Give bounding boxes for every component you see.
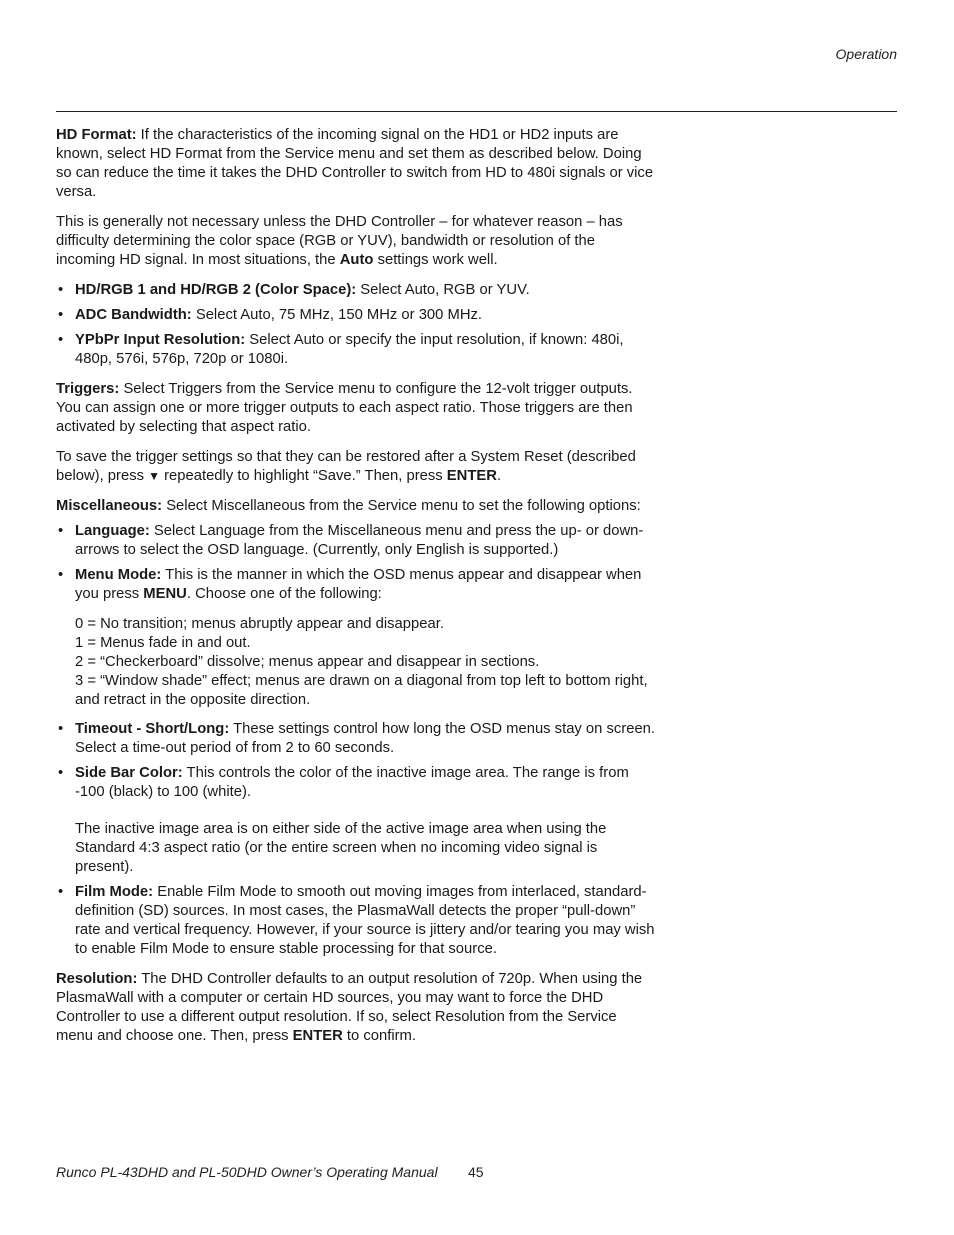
triggers-save-text: To save the trigger settings so that they can be restored after a System Reset (described below), press: [56, 449, 636, 484]
menu-mode-text: This is the manner in which the OSD menus appear and disappear when you press: [75, 567, 642, 602]
resolution-paragraph: [56, 970, 656, 1046]
resolution-text-end: to confirm.: [342, 1028, 416, 1044]
triggers-label: Triggers:: [56, 381, 120, 397]
menu-mode-option: 3 = “Window shade” effect; menus are drawn on a diagonal from top left to bottom right, and retract in the opposite direction.: [75, 673, 648, 708]
enter-keyword: ENTER: [446, 468, 497, 484]
misc-text: Select Miscellaneous from the Service menu to set the following options:: [162, 498, 641, 514]
header-section-title: Operation: [835, 46, 897, 62]
menu-mode-option: 1 = Menus fade in and out.: [75, 635, 251, 651]
triggers-paragraph: [56, 380, 656, 437]
page-content: [56, 126, 656, 1057]
film-mode-text: Enable Film Mode to smooth out moving images from interlaced, standard-definition (SD) sources. In most cases, the PlasmaWall detects the proper “pull-down” rate and vertical frequency. However, if your source is jittery and/or tearing you may wish to enable Film Mode to ensure stable processing for that source.: [75, 884, 655, 957]
side-bar-color-text: This controls the color of the inactive image area. The range is from -100 (black) to 100 (white).: [75, 765, 629, 800]
resolution-text: The DHD Controller defaults to an output resolution of 720p. When using the PlasmaWall with a computer or certain HD sources, you may want to force the DHD Controller to use a different output resolution. If so, select Resolution from the Service menu and choose one. Then, press: [56, 971, 643, 1044]
menu-mode-option: 2 = “Checkerboard” dissolve; menus appear and disappear in sections.: [75, 654, 540, 670]
down-arrow-icon: ▼: [148, 469, 160, 483]
triggers-text: Select Triggers from the Service menu to configure the 12-volt trigger outputs. You can assign one or more trigger outputs to each aspect ratio. Those triggers are then activated by selecting that aspect ratio.: [56, 381, 633, 435]
hd-format-note-end: settings work well.: [373, 252, 498, 268]
list-item-language: [56, 522, 656, 560]
hd-format-list: [56, 281, 656, 369]
misc-paragraph: [56, 497, 656, 516]
footer-manual-title: Runco PL-43DHD and PL-50DHD Owner’s Operating Manual: [56, 1164, 438, 1180]
menu-mode-label: Menu Mode:: [75, 567, 162, 583]
auto-keyword: Auto: [339, 252, 374, 268]
hd-format-note-text: This is generally not necessary unless the DHD Controller – for whatever reason – has difficulty determining the color space (RGB or YUV), bandwidth or resolution of the incoming HD signal. In most situations, the: [56, 214, 623, 268]
list-item-color-space: [56, 281, 656, 300]
enter-keyword-resolution: ENTER: [292, 1028, 343, 1044]
menu-keyword: MENU: [143, 586, 187, 602]
list-item-ypbpr-resolution: [56, 331, 656, 369]
misc-list: [56, 522, 656, 604]
triggers-save-text-2: repeatedly to highlight “Save.” Then, press: [160, 468, 447, 484]
list-item-adc-bandwidth: [56, 306, 656, 325]
ypbpr-resolution-label: YPbPr Input Resolution:: [75, 332, 246, 348]
hd-format-note: [56, 213, 656, 270]
language-text: Select Language from the Miscellaneous menu and press the up- or down-arrows to select the OSD language. (Currently, only English is supported.): [75, 523, 644, 558]
triggers-save-paragraph: [56, 448, 656, 486]
list-item-timeout: [56, 720, 656, 758]
timeout-label: Timeout - Short/Long:: [75, 721, 230, 737]
side-bar-color-label: Side Bar Color:: [75, 765, 183, 781]
list-item-side-bar-color: [56, 764, 656, 877]
menu-mode-options: [56, 615, 656, 710]
resolution-label: Resolution:: [56, 971, 138, 987]
misc-label: Miscellaneous:: [56, 498, 163, 514]
film-mode-label: Film Mode:: [75, 884, 154, 900]
header-rule: [56, 111, 897, 112]
color-space-text: Select Auto, RGB or YUV.: [356, 282, 530, 298]
side-bar-color-note: The inactive image area is on either side of the active image area when using the Standard 4:3 aspect ratio (or the entire screen when no incoming video signal is present).: [75, 821, 607, 875]
color-space-label: HD/RGB 1 and HD/RGB 2 (Color Space):: [75, 282, 357, 298]
ypbpr-resolution-text: Select Auto or specify the input resolution, if known: 480i, 480p, 576i, 576p, 720p or 1080i.: [75, 332, 624, 367]
language-label: Language:: [75, 523, 150, 539]
adc-bandwidth-label: ADC Bandwidth:: [75, 307, 192, 323]
list-item-film-mode: [56, 883, 656, 959]
menu-mode-option: 0 = No transition; menus abruptly appear and disappear.: [75, 616, 444, 632]
list-item-menu-mode: [56, 566, 656, 604]
adc-bandwidth-text: Select Auto, 75 MHz, 150 MHz or 300 MHz.: [191, 307, 483, 323]
triggers-save-end: .: [496, 468, 502, 484]
hd-format-label: HD Format:: [56, 127, 137, 143]
hd-format-paragraph: [56, 126, 656, 202]
hd-format-text: If the characteristics of the incoming signal on the HD1 or HD2 inputs are known, select HD Format from the Service menu and set them as described below. Doing so can reduce the time it takes the DHD Controller to switch from HD to 480i signals or vice versa.: [56, 127, 654, 200]
misc-list-continued: [56, 720, 656, 959]
menu-mode-text-end: . Choose one of the following:: [186, 586, 382, 602]
footer-page-number: 45: [468, 1164, 484, 1180]
timeout-text: These settings control how long the OSD menus stay on screen. Select a time-out period of from 2 to 60 seconds.: [75, 721, 656, 756]
